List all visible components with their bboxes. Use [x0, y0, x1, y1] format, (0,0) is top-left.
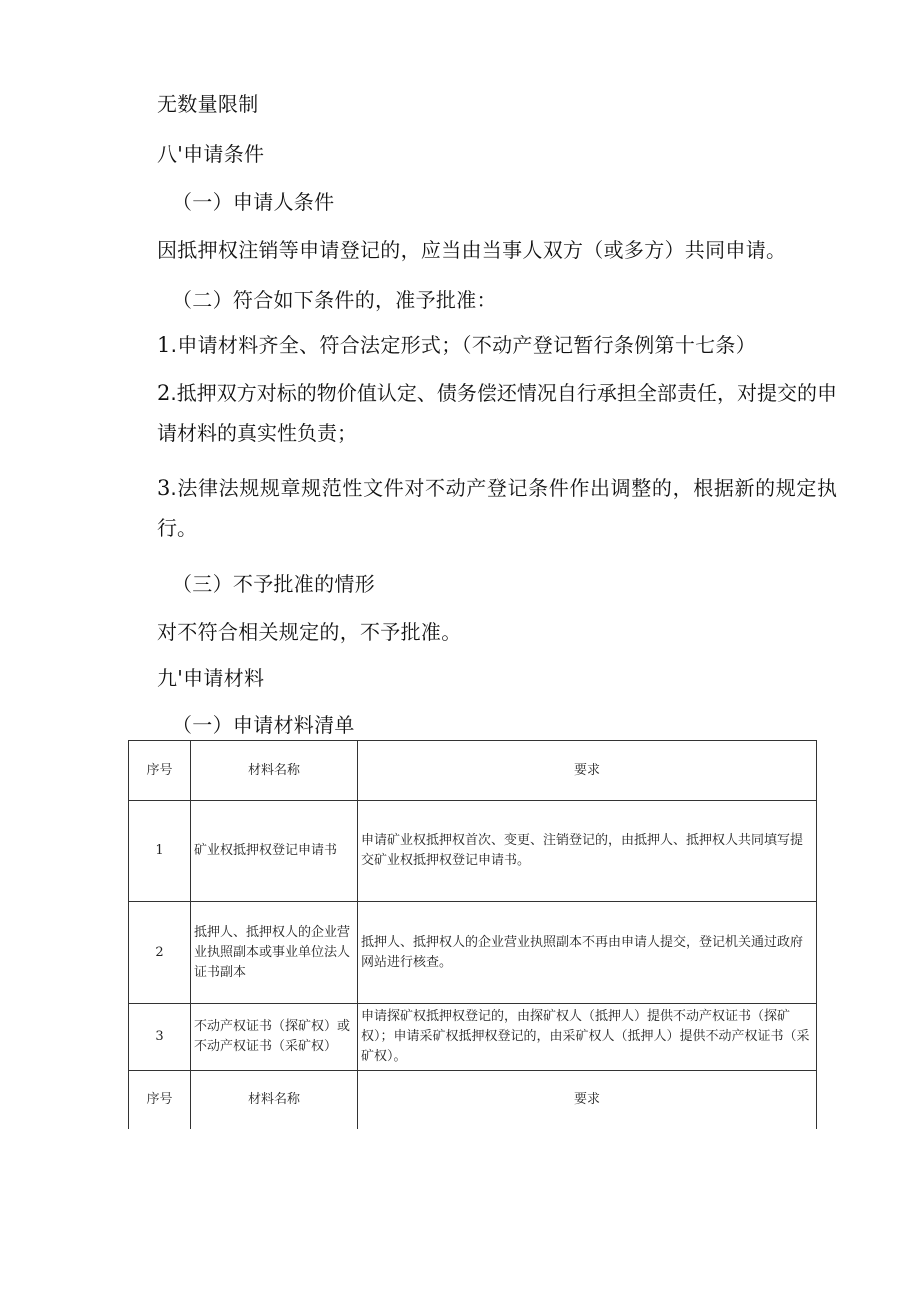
- row-3-name: 不动产权证书（探矿权）或不动产权证书（采矿权）: [191, 1004, 358, 1071]
- table-header-row-repeat: [129, 1071, 817, 1129]
- row-1-name: 矿业权抵押权登记申请书: [191, 801, 358, 902]
- condition-3: [157, 468, 837, 548]
- condition-1: [157, 333, 756, 357]
- condition-1-number: 1: [157, 333, 171, 357]
- header-req: 要求: [358, 741, 817, 801]
- condition-2-text: .抵押双方对标的物价值认定、债务偿还情况自行承担全部责任，对提交的申请材料的真实性负责；: [157, 381, 837, 445]
- row-1-req: 申请矿业权抵押权首次、变更、注销登记的，由抵押人、抵押权人共同填写提交矿业权抵押权登记申请书。: [358, 801, 817, 902]
- table-header-row: [129, 741, 817, 801]
- table-row: [129, 801, 817, 902]
- row-2-no: 2: [129, 902, 191, 1004]
- condition-2: [157, 373, 837, 453]
- row-2-req: 抵押人、抵押权人的企业营业执照副本不再由申请人提交，登记机关通过政府网站进行核查。: [358, 902, 817, 1004]
- condition-1-text: .申请材料齐全、符合法定形式；（不动产登记暂行条例第十七条）: [170, 333, 757, 357]
- materials-table: [128, 740, 817, 1129]
- subheading-materials-list: （一）申请材料清单: [172, 713, 355, 737]
- row-3-req: 申请探矿权抵押权登记的，由探矿权人（抵押人）提供不动产权证书（探矿权）；申请采矿权抵押权登记的，由采矿权人（抵押人）提供不动产权证书（采矿权）。: [358, 1004, 817, 1071]
- table-row: [129, 902, 817, 1004]
- condition-3-text: .法律法规规章规范性文件对不动产登记条件作出调整的，根据新的规定执行。: [157, 476, 837, 540]
- section-heading-9: 九'申请材料: [157, 666, 265, 690]
- subheading-applicant-conditions: （一）申请人条件: [172, 190, 335, 214]
- table-row: [129, 1004, 817, 1071]
- row-3-no: 3: [129, 1004, 191, 1071]
- header-repeat-req: 要求: [358, 1071, 817, 1129]
- header-repeat-no: 序号: [129, 1071, 191, 1129]
- row-2-name: 抵押人、抵押权人的企业营业执照副本或事业单位法人证书副本: [191, 902, 358, 1004]
- header-name: 材料名称: [191, 741, 358, 801]
- section-heading-8: 八'申请条件: [157, 142, 265, 166]
- paragraph-not-approved: 对不符合相关规定的，不予批准。: [157, 620, 462, 644]
- paragraph-no-quantity-limit: 无数量限制: [157, 92, 259, 116]
- header-no: 序号: [129, 741, 191, 801]
- header-repeat-name: 材料名称: [191, 1071, 358, 1129]
- row-1-no: 1: [129, 801, 191, 902]
- subheading-approval-conditions: （二）符合如下条件的，准予批准：: [172, 288, 497, 312]
- paragraph-joint-application: 因抵押权注销等申请登记的，应当由当事人双方（或多方）共同申请。: [157, 238, 787, 262]
- condition-2-number: 2: [157, 381, 171, 405]
- subheading-not-approved: （三）不予批准的情形: [172, 572, 375, 596]
- condition-3-number: 3: [157, 476, 171, 500]
